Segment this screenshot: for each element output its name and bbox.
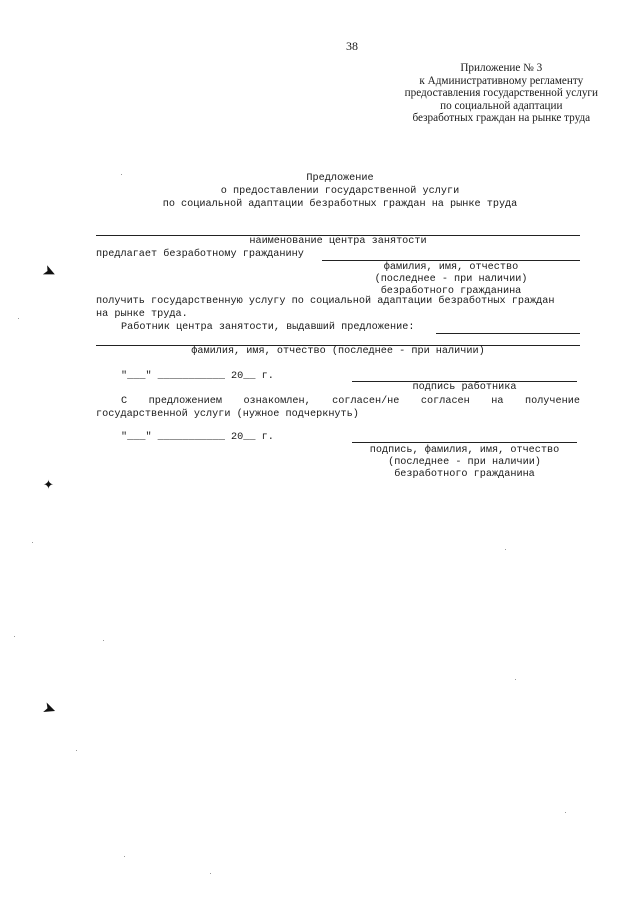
agreement-text: государственной услуги (нужное подчеркнуть) bbox=[96, 409, 359, 420]
date-field[interactable]: "___" ___________ 20__ г. bbox=[121, 432, 274, 443]
appendix-line: по социальной адаптации bbox=[440, 99, 563, 112]
receive-service-text: на рынке труда. bbox=[96, 309, 188, 320]
agreement-word: ознакомлен, bbox=[243, 396, 311, 407]
document-title: Предложение bbox=[306, 173, 374, 184]
citizen-caption-line: фамилия, имя, отчество bbox=[383, 262, 519, 273]
scan-speck bbox=[121, 174, 122, 175]
citizen-signature-field[interactable] bbox=[352, 442, 577, 443]
worker-issued-text: Работник центра занятости, выдавший предложение: bbox=[121, 322, 415, 333]
worker-caption: фамилия, имя, отчество (последнее - при наличии) bbox=[191, 346, 485, 357]
agreement-word: согласен bbox=[420, 396, 470, 407]
worker-name-field-short[interactable] bbox=[436, 333, 580, 334]
receive-service-text: получить государственную услугу по социальной адаптации безработных граждан bbox=[96, 296, 555, 307]
scan-speck bbox=[210, 873, 211, 874]
scan-speck bbox=[505, 549, 506, 550]
appendix-line: Приложение № 3 bbox=[460, 62, 543, 74]
scan-speck bbox=[515, 679, 516, 680]
date-field[interactable]: "___" ___________ 20__ г. bbox=[121, 371, 274, 382]
citizen-signature-caption-line: (последнее - при наличии) bbox=[388, 457, 541, 469]
scan-speck bbox=[18, 318, 19, 319]
worker-signature-caption: подпись работника bbox=[412, 382, 517, 393]
citizen-signature-caption-line: подпись, фамилия, имя, отчество bbox=[369, 445, 560, 456]
margin-mark-icon: ➤ bbox=[40, 697, 60, 720]
agreement-word: С bbox=[121, 396, 128, 407]
citizen-caption bbox=[322, 262, 580, 299]
citizen-name-field[interactable] bbox=[322, 260, 580, 261]
agreement-word: получение bbox=[524, 396, 580, 407]
citizen-signature-caption-line: безработного гражданина bbox=[394, 469, 535, 481]
appendix-line: к Административному регламенту bbox=[419, 74, 584, 87]
agreement-text bbox=[121, 396, 580, 407]
employment-center-caption: наименование центра занятости bbox=[249, 236, 427, 247]
scan-speck bbox=[14, 636, 15, 637]
scan-speck bbox=[565, 812, 566, 813]
scan-speck bbox=[32, 542, 33, 543]
agreement-word: согласен/не bbox=[332, 396, 400, 407]
document-heading bbox=[100, 172, 580, 211]
agreement-word: предложением bbox=[148, 396, 222, 407]
offers-to-citizen-text: предлагает безработному гражданину bbox=[96, 249, 304, 260]
scan-speck bbox=[76, 750, 77, 751]
margin-mark-icon: ✦ bbox=[43, 478, 54, 493]
appendix-line: предоставления государственной услуги bbox=[404, 87, 598, 100]
page-number: 38 bbox=[346, 39, 358, 53]
margin-mark-icon: ➤ bbox=[39, 260, 60, 283]
scan-speck bbox=[103, 640, 104, 641]
appendix-block bbox=[405, 62, 598, 125]
citizen-caption-line: безработного гражданина bbox=[380, 286, 522, 298]
scan-speck bbox=[124, 856, 125, 857]
heading-line: по социальной адаптации безработных граждан на рынке труда bbox=[162, 199, 518, 210]
heading-line: о предоставлении государственной услуги bbox=[220, 186, 460, 197]
agreement-word: на bbox=[491, 396, 504, 407]
citizen-signature-caption bbox=[352, 445, 577, 482]
appendix-line: безработных граждан на рынке труда bbox=[412, 112, 591, 125]
citizen-caption-line: (последнее - при наличии) bbox=[374, 274, 528, 286]
